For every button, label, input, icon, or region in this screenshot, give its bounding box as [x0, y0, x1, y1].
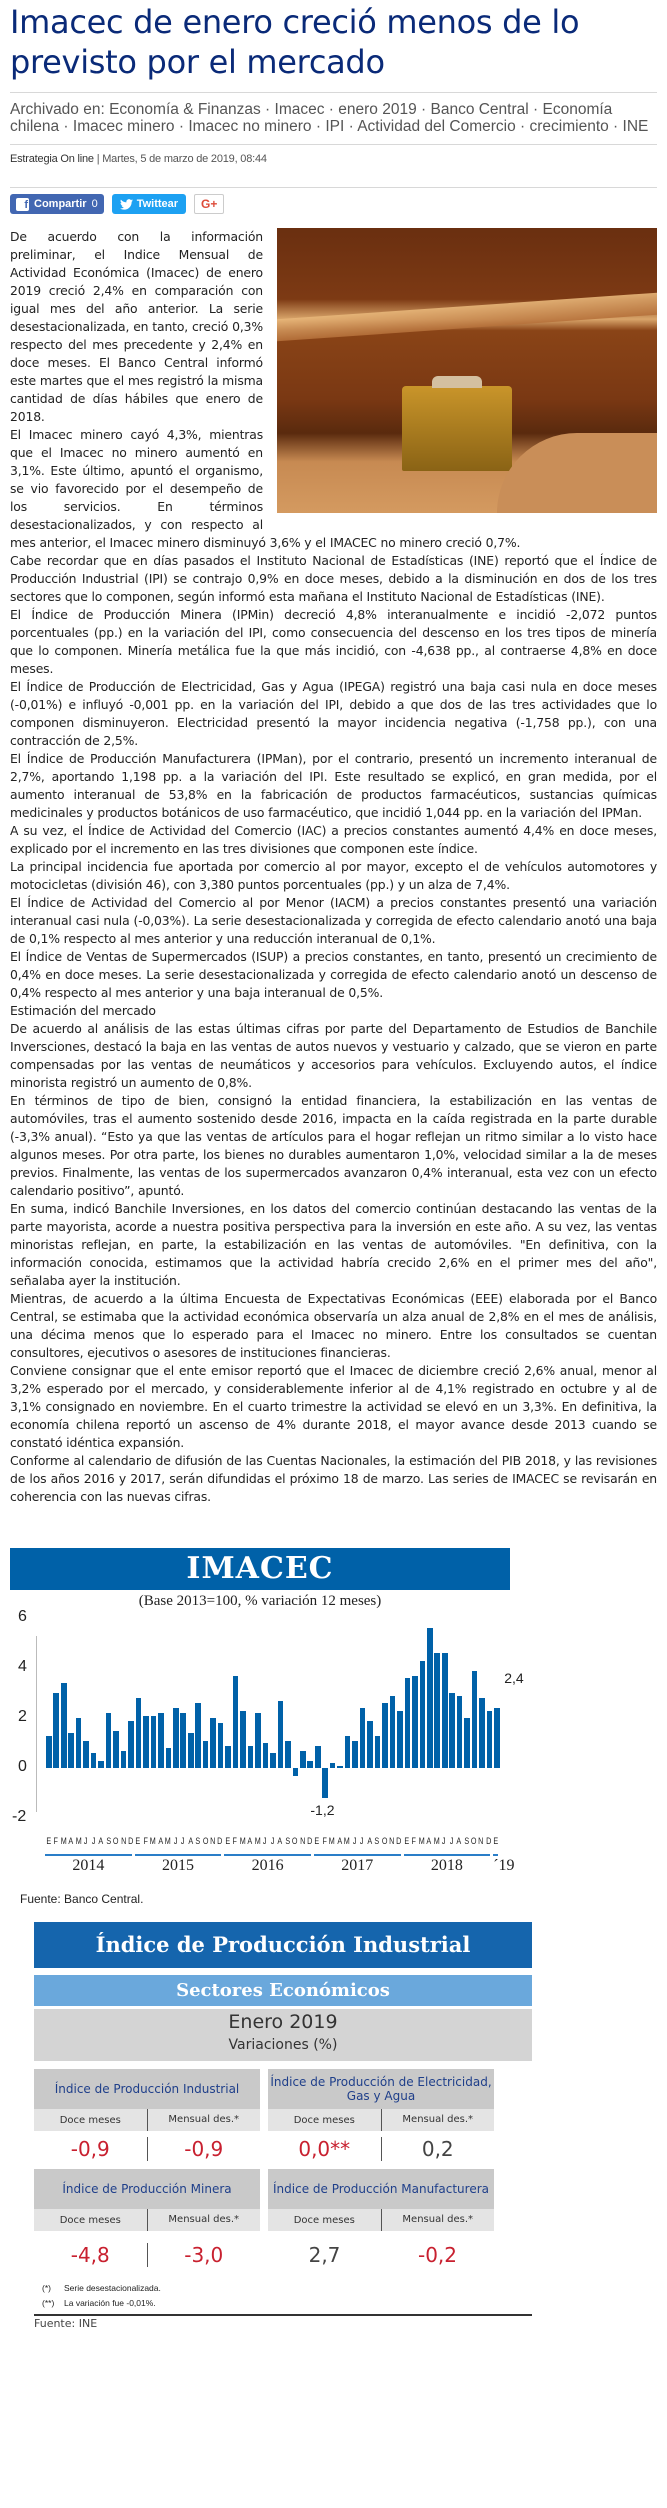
bar	[143, 1716, 149, 1769]
card-title: Índice de Producción Minera	[34, 2169, 260, 2209]
facebook-share-count: 0	[91, 198, 98, 210]
x-tick-month: D	[307, 1836, 313, 1846]
bar	[405, 1678, 411, 1768]
tag-link[interactable]: Banco Central	[430, 101, 529, 118]
col-doce-meses: Doce meses	[293, 2214, 355, 2226]
tag-link[interactable]: crecimiento	[529, 118, 609, 135]
bar	[255, 1713, 261, 1768]
note-1	[42, 2281, 532, 2296]
bar	[195, 1703, 201, 1768]
ipi-source: Fuente: INE	[34, 2317, 98, 2330]
x-tick-month: M	[343, 1836, 350, 1846]
article-paragraph: El Índice de Producción Minera (IPMin) decreció 4,8% interanualmente e incidió -2,072 puntos porcentuales (pp.) en la variación del IPI, como consecuencia del descenso en los tres tipos de minería que lo componen. Minería metálica fue la que más incidió, con -4,638 pp., al contraerse 4,8% en doce meses.	[10, 607, 657, 676]
article-photo-mining-truck	[277, 228, 657, 513]
bar	[180, 1713, 186, 1768]
imacec-chart	[10, 1548, 524, 1922]
bar	[61, 1683, 67, 1768]
tag-separator: ·	[324, 101, 339, 118]
google-plus-icon: G+	[201, 197, 218, 211]
tag-link[interactable]: Imacec	[274, 101, 325, 118]
tag-link[interactable]: Economía chilena	[10, 101, 613, 135]
value-mensual-des: -0,9	[147, 2137, 261, 2161]
bar	[300, 1751, 306, 1769]
x-axis-months	[45, 1836, 500, 1846]
byline-separator: |	[96, 153, 103, 165]
x-tick-year: 2016	[224, 1854, 311, 1875]
ipi-notes	[42, 2281, 532, 2311]
tag-separator: ·	[608, 118, 623, 135]
article-paragraph: De acuerdo con la información preliminar, el Indice Mensual de Actividad Económica (Imacec) de enero 2019 creció 2,4% en comparación con igual mes del año anterior. La serie desestacionalizada, en tanto, creció 0,3% respecto del mes precedente y 2,4% en doce meses. El Banco Central informó este martes que el mes registró la misma cantidad de días hábiles que enero de 2018.	[10, 229, 263, 424]
bar	[210, 1718, 216, 1768]
col-doce-meses: Doce meses	[59, 2214, 121, 2226]
archived-label: Archivado en:	[10, 101, 105, 118]
x-tick-month: J	[263, 1836, 267, 1846]
bar	[494, 1708, 500, 1768]
ipi-card-manufacturera	[268, 2169, 494, 2279]
imacec-plot-area	[10, 1608, 524, 1874]
imacec-chart-title: IMACEC	[10, 1548, 510, 1590]
article-paragraph: Cabe recordar que en días pasados el Instituto Nacional de Estadísticas (INE) reportó que el Índice de Producción Industrial (IPI) se contrajo 0,9% en doce meses, debido a la disminución en dos de los tres sectores que lo componen, según informó esta mañana el Instituto Nacional de Estadísticas (INE).	[10, 553, 657, 604]
x-tick-month: M	[165, 1836, 172, 1846]
note-2	[42, 2296, 532, 2311]
byline-date: Martes, 5 de marzo de 2019, 08:44	[102, 153, 267, 165]
bar	[203, 1741, 209, 1769]
x-tick-month: F	[232, 1836, 238, 1846]
bar-series	[38, 1614, 524, 1844]
col-doce-meses: Doce meses	[293, 2114, 355, 2126]
bar	[434, 1653, 440, 1768]
tag-link[interactable]: Imacec no minero	[188, 118, 312, 135]
x-tick-month: F	[53, 1836, 59, 1846]
tag-link[interactable]: enero 2019	[338, 101, 417, 118]
imacec-chart-subtitle: (Base 2013=100, % variación 12 meses)	[138, 1593, 382, 1609]
value-doce-meses: -4,8	[70, 2243, 110, 2267]
ipi-period: Enero 2019	[228, 2011, 338, 2033]
note-text: Serie desestacionalizada.	[64, 2283, 161, 2293]
bar	[457, 1696, 463, 1769]
value-mensual-des: -0,2	[417, 2243, 458, 2267]
bar	[106, 1713, 112, 1768]
x-tick-month: S	[463, 1836, 469, 1846]
tag-separator: ·	[311, 118, 326, 135]
x-tick-month: D	[128, 1836, 134, 1846]
y-tick-label: 0	[18, 1758, 27, 1775]
x-tick-month: N	[299, 1836, 305, 1846]
article-paragraph: El Imacec minero cayó 4,3%, mientras que el Imacec no minero aumentó en 3,1%. Este último, apuntó el organismo, se vio favorecido por el desempeño de los servicios. En términos desestacionalizados, y con respecto al mes anterior, el Imacec minero disminuyó 3,6% y el IMACEC no minero creció 0,7%.	[10, 427, 521, 550]
x-tick-month: M	[60, 1836, 67, 1846]
y-tick-label: -2	[12, 1808, 27, 1825]
facebook-icon: f	[16, 198, 29, 211]
x-tick-month: A	[68, 1836, 74, 1846]
bar	[218, 1723, 224, 1768]
article-paragraph: El Índice de Producción Manufacturera (IPMan), por el contrario, presentó un incremento interanual de 2,7%, aportando 1,198 pp. a la variación del IPI. Este resultado se explicó, en gran medida, por el aumento interanual de 53,8% en la fabricación de productos farmacéuticos, sustancias químicas medicinales y productos botánicos de uso farmacéutico, que incidió 1,044 pp. en la variación del IPMan.	[10, 751, 657, 820]
card-values	[34, 2231, 260, 2279]
ipi-title: Índice de Producción Industrial	[34, 1922, 532, 1968]
x-tick-month: J	[352, 1836, 357, 1846]
x-tick-month: A	[277, 1836, 283, 1846]
x-tick-month: E	[135, 1836, 141, 1846]
bar	[285, 1741, 291, 1769]
x-tick-month: J	[360, 1836, 364, 1846]
bar	[390, 1696, 396, 1769]
bar	[337, 1766, 343, 1768]
card-columns	[34, 2209, 260, 2231]
article-paragraph: El Índice de Actividad del Comercio al por Menor (IACM) a precios constantes presentó una variación interanual casi nula (-0,03%). La serie desestacionalizada y corregida de efecto calendario anotó una baja de 0,1% respecto al mes anterior y una reducción interanual de 0,1%.	[10, 895, 657, 946]
bar	[113, 1731, 119, 1769]
x-tick-month: M	[239, 1836, 246, 1846]
bar	[166, 1748, 172, 1768]
x-tick-month: A	[187, 1836, 193, 1846]
bar	[53, 1693, 59, 1768]
article-paragraph: El Índice de Ventas de Supermercados (ISUP) a precios constantes, en tanto, presentó un crecimiento de 0,4% en doce meses. La serie desestacionalizada y corregida de efecto calendario anotó un descenso de 0,4% respecto al mes anterior y una baja interanual de 0,5%.	[10, 949, 657, 1000]
x-tick-month: J	[442, 1836, 446, 1846]
bar	[307, 1761, 313, 1769]
tag-separator: ·	[59, 118, 73, 135]
photo-truck	[402, 386, 512, 471]
x-tick-month: J	[91, 1836, 96, 1846]
x-tick-month: E	[314, 1836, 320, 1846]
bar	[427, 1628, 433, 1768]
bar	[315, 1746, 321, 1769]
note-key: (**)	[42, 2298, 55, 2308]
bar	[98, 1761, 104, 1769]
bar	[173, 1708, 179, 1768]
x-tick-month: M	[329, 1836, 336, 1846]
article-title: Imacec de enero creció menos de lo previsto por el mercado	[10, 3, 580, 81]
photo-ledge	[277, 293, 657, 342]
x-tick-month: J	[449, 1836, 454, 1846]
bar	[449, 1693, 455, 1768]
x-tick-month: S	[105, 1836, 111, 1846]
bar	[397, 1711, 403, 1769]
bar	[352, 1741, 358, 1769]
value-doce-meses: -0,9	[70, 2137, 110, 2161]
tag-link[interactable]: Actividad del Comercio	[357, 118, 516, 135]
card-title: Índice de Producción Manufacturera	[268, 2169, 494, 2209]
card-values	[34, 2131, 260, 2167]
tag-link[interactable]: INE	[622, 118, 649, 135]
x-tick-month: M	[418, 1836, 425, 1846]
social-share-bar	[10, 188, 657, 224]
twitter-bird-icon	[120, 199, 133, 210]
x-tick-month: A	[456, 1836, 462, 1846]
section-heading: Estimación del mercado	[10, 1003, 156, 1018]
bar	[248, 1746, 254, 1769]
tag-link[interactable]: Economía & Finanzas	[109, 101, 261, 118]
tag-separator: ·	[416, 101, 431, 118]
tag-separator: ·	[174, 118, 189, 135]
tag-link[interactable]: Imacec minero	[72, 118, 175, 135]
bar	[68, 1733, 74, 1768]
bar	[46, 1736, 52, 1769]
x-tick-month: D	[217, 1836, 223, 1846]
x-tick-month: M	[254, 1836, 261, 1846]
ipi-card-industrial	[34, 2069, 260, 2167]
note-key: (*)	[42, 2283, 51, 2293]
bar	[375, 1736, 381, 1769]
ipi-row-1	[34, 2069, 532, 2167]
x-tick-month: E	[225, 1836, 231, 1846]
x-tick-year: 2014	[45, 1854, 132, 1875]
value-mensual-des: 0,2	[381, 2137, 495, 2161]
tag-link[interactable]: IPI	[325, 118, 345, 135]
x-tick-month: J	[181, 1836, 185, 1846]
x-tick-month: A	[337, 1836, 342, 1846]
x-tick-month: F	[411, 1836, 417, 1846]
article-paragraph: De acuerdo al análisis de las estas últimas cifras por parte del Departamento de Estudios de Banchile Inversciones, destacó la baja en las ventas de autos nuevos y vestuario y calzado, que se vieron en parte compensadas por las ventas de neumáticos y accesorios para vehículos. Excluyendo autos, el índice minorista registró un aumento de 0,8%.	[10, 1021, 657, 1090]
x-tick-month: A	[158, 1836, 163, 1846]
y-tick-label: 6	[18, 1608, 27, 1625]
x-tick-year: 2018	[404, 1854, 491, 1875]
value-doce-meses: 2,7	[308, 2243, 341, 2267]
x-axis-years	[45, 1854, 515, 1884]
bar	[382, 1703, 388, 1768]
card-title: Índice de Producción de Electricidad, Gas y Agua	[268, 2069, 494, 2109]
bar	[479, 1698, 485, 1768]
bar	[367, 1721, 373, 1769]
photo-mound	[497, 433, 657, 513]
tag-separator: ·	[260, 101, 275, 118]
article-paragraph: La principal incidencia fue aportada por comercio al por mayor, excepto el de vehículos automotores y motocicletas (división 46), con 3,380 puntos porcentuales (pp.) y un alza de 7,4%.	[10, 859, 657, 892]
x-tick-month: F	[143, 1836, 148, 1846]
col-mensual-des: Mensual des.*	[381, 2109, 495, 2131]
x-tick-month: O	[470, 1836, 477, 1846]
data-label: 2,4	[504, 1670, 524, 1686]
x-tick-month: S	[374, 1836, 380, 1846]
x-tick-month: A	[426, 1836, 432, 1846]
x-tick-month: O	[291, 1836, 298, 1846]
col-mensual-des: Mensual des.*	[147, 2209, 261, 2231]
col-mensual-des: Mensual des.*	[147, 2109, 261, 2131]
x-tick-month: M	[433, 1836, 440, 1846]
bar	[322, 1768, 328, 1798]
x-tick-month: A	[98, 1836, 104, 1846]
y-tick-label: 4	[18, 1658, 27, 1675]
bar	[240, 1711, 246, 1769]
bar	[464, 1718, 470, 1768]
bar	[420, 1661, 426, 1769]
bar	[151, 1716, 157, 1769]
byline	[10, 145, 657, 187]
x-tick-month: J	[84, 1836, 88, 1846]
col-mensual-des: Mensual des.*	[381, 2209, 495, 2231]
x-tick-year: ´19	[493, 1854, 497, 1875]
article-paragraph: Conforme al calendario de difusión de las Cuentas Nacionales, la estimación del PIB 2018, y las revisiones de los años 2016 y 2017, serán difundidas el próximo 18 de marzo. Las series de IMACEC se revisarán en coherencia con las nuevas cifras.	[10, 1453, 657, 1504]
bar	[270, 1753, 276, 1768]
ipi-card-electricidad	[268, 2069, 494, 2167]
bar	[345, 1736, 351, 1769]
x-tick-month: A	[366, 1836, 372, 1846]
bar	[360, 1708, 366, 1768]
card-values	[268, 2131, 494, 2167]
bar	[233, 1676, 239, 1769]
article-body	[10, 224, 657, 1506]
x-tick-month: S	[284, 1836, 290, 1846]
article-paragraph: Mientras, de acuerdo a la última Encuesta de Expectativas Económicas (EEE) elaborada por el Banco Central, se estimaba que la actividad económica observaría un alza anual de 2,8% en el mes de análisis, una décima menos que lo esperado para el Imacec no minero. Entre los consultados se cuentan consultores, ejecutivos o asesores de instituciones financieras.	[10, 1291, 657, 1360]
y-tick-label: 2	[18, 1708, 27, 1725]
bar	[442, 1653, 448, 1768]
bar	[330, 1763, 336, 1768]
bar	[225, 1746, 231, 1769]
x-tick-month: N	[210, 1836, 216, 1846]
value-doce-meses: 0,0**	[298, 2137, 351, 2161]
tag-separator: ·	[344, 118, 358, 135]
card-title: Índice de Producción Industrial	[34, 2069, 260, 2109]
x-tick-month: O	[113, 1836, 119, 1846]
tag-separator: ·	[515, 118, 530, 135]
card-values	[268, 2231, 494, 2279]
x-tick-year: 2017	[314, 1854, 401, 1875]
google-plus-share-button[interactable]	[194, 194, 224, 214]
article-paragraph: En términos de tipo de bien, consignó la entidad financiera, la estabilización en las ventas de automóviles, tras el aumento sostenido desde 2016, impacta en la caída registrada en la parte durable (-3,3% anual). “Esto ya que las ventas de artículos para el hogar reflejan un ritmo similar a lo visto hace algunos meses. Por otra parte, los bienes no durables aumentaron 1,0%, velocidad similar a la de meses previos. Finalmente, las ventas de los supermercados avanzaron 0,4% interanual, esta vez con un efecto calendario positivo”, apuntó.	[10, 1093, 657, 1198]
col-doce-meses: Doce meses	[59, 2114, 121, 2126]
facebook-share-button[interactable]	[10, 194, 104, 214]
ipi-row-2	[34, 2169, 532, 2279]
bar	[76, 1718, 82, 1768]
x-tick-month: D	[396, 1836, 402, 1846]
x-tick-month: N	[478, 1836, 484, 1846]
x-tick-month: J	[173, 1836, 178, 1846]
value-mensual-des: -3,0	[147, 2243, 261, 2267]
bar	[83, 1741, 89, 1769]
ipi-card-minera	[34, 2169, 260, 2279]
tag-list	[10, 101, 648, 135]
bar	[158, 1713, 164, 1768]
x-tick-month: E	[46, 1836, 52, 1846]
article-paragraph: En suma, indicó Banchile Inversiones, en los datos del comercio continúan destacando las ventas de la parte mayorista, acorde a nuestra positiva perspectiva para la inversión en este año. A su vez, las ventas minoristas reflejan, en parte, la estabilización en las ventas de automóviles. "En definitiva, con la información conocida, estimamos que la actividad habría crecido 2,6% en el primer mes del año", señalaba ayer la institución.	[10, 1201, 657, 1288]
note-text: La variación fue -0,01%.	[64, 2298, 156, 2308]
bar	[188, 1733, 194, 1768]
card-columns	[268, 2209, 494, 2231]
bar	[128, 1721, 134, 1769]
ipi-unit: Variaciones (%)	[228, 2037, 338, 2053]
x-tick-month: N	[389, 1836, 395, 1846]
x-tick-month: M	[150, 1836, 157, 1846]
article-paragraph: A su vez, el Índice de Actividad del Comercio (IAC) a precios constantes aumentó 4,4% en doce meses, explicado por el incremento en las tres divisiones que componen este índice.	[10, 823, 657, 856]
bar	[293, 1768, 299, 1776]
imacec-chart-source: Fuente: Banco Central.	[20, 1892, 144, 1906]
x-tick-year: 2015	[135, 1854, 222, 1875]
archived-tags	[10, 93, 657, 144]
bar	[487, 1711, 493, 1769]
bar	[136, 1698, 142, 1768]
x-tick-month: E	[404, 1836, 410, 1846]
bar	[91, 1753, 97, 1768]
bar	[263, 1743, 269, 1768]
x-tick-month: A	[247, 1836, 253, 1846]
x-tick-month: F	[322, 1836, 327, 1846]
card-columns	[268, 2109, 494, 2131]
ipi-subtitle: Sectores Económicos	[34, 1975, 532, 2006]
bar	[472, 1671, 478, 1769]
data-label: -1,2	[310, 1802, 335, 1818]
x-tick-month: E	[493, 1836, 499, 1846]
x-tick-month: D	[486, 1836, 492, 1846]
ipi-period-box	[34, 2009, 532, 2061]
article-paragraph: El Índice de Producción de Electricidad, Gas y Agua (IPEGA) registró una baja casi nula en doce meses (-0,01%) e influyó -0,001 pp. en la variación del IPI, debido a que dos de las tres actividades que lo componen disminuyeron. Electricidad presentó la mayor incidencia negativa (-1,758 pp.), con una contracción de 2,5%.	[10, 679, 657, 748]
x-tick-month: M	[75, 1836, 82, 1846]
twitter-share-button[interactable]	[112, 194, 186, 214]
x-tick-month: J	[270, 1836, 275, 1846]
x-tick-month: O	[381, 1836, 388, 1846]
bar	[121, 1751, 127, 1769]
ipi-infographic	[34, 1922, 532, 2352]
x-tick-month: S	[195, 1836, 201, 1846]
byline-source: Estrategia On line	[10, 153, 94, 165]
x-tick-month: O	[202, 1836, 209, 1846]
article-paragraph: Conviene consignar que el ente emisor reportó que el Imacec de diciembre creció 2,6% anual, menor al 3,2% esperado por el mercado, y considerablemente inferior al de 4,1% registrado en octubre y al de 3,1% consignado en noviembre. En el cuarto trimestre la actividad se elevó en un 3,3%. En definitiva, la economía chilena reportó un ascenso de 4% durante 2018, el mayor avance desde 2013 cuando se constató idéntica expansión.	[10, 1363, 657, 1450]
tag-separator: ·	[528, 101, 543, 118]
y-axis-line	[36, 1636, 37, 1812]
facebook-share-label: Compartir	[34, 198, 87, 210]
card-columns	[34, 2109, 260, 2131]
twitter-share-label: Twittear	[136, 198, 179, 210]
bar	[412, 1676, 418, 1769]
bar	[278, 1701, 284, 1769]
x-tick-month: N	[120, 1836, 126, 1846]
